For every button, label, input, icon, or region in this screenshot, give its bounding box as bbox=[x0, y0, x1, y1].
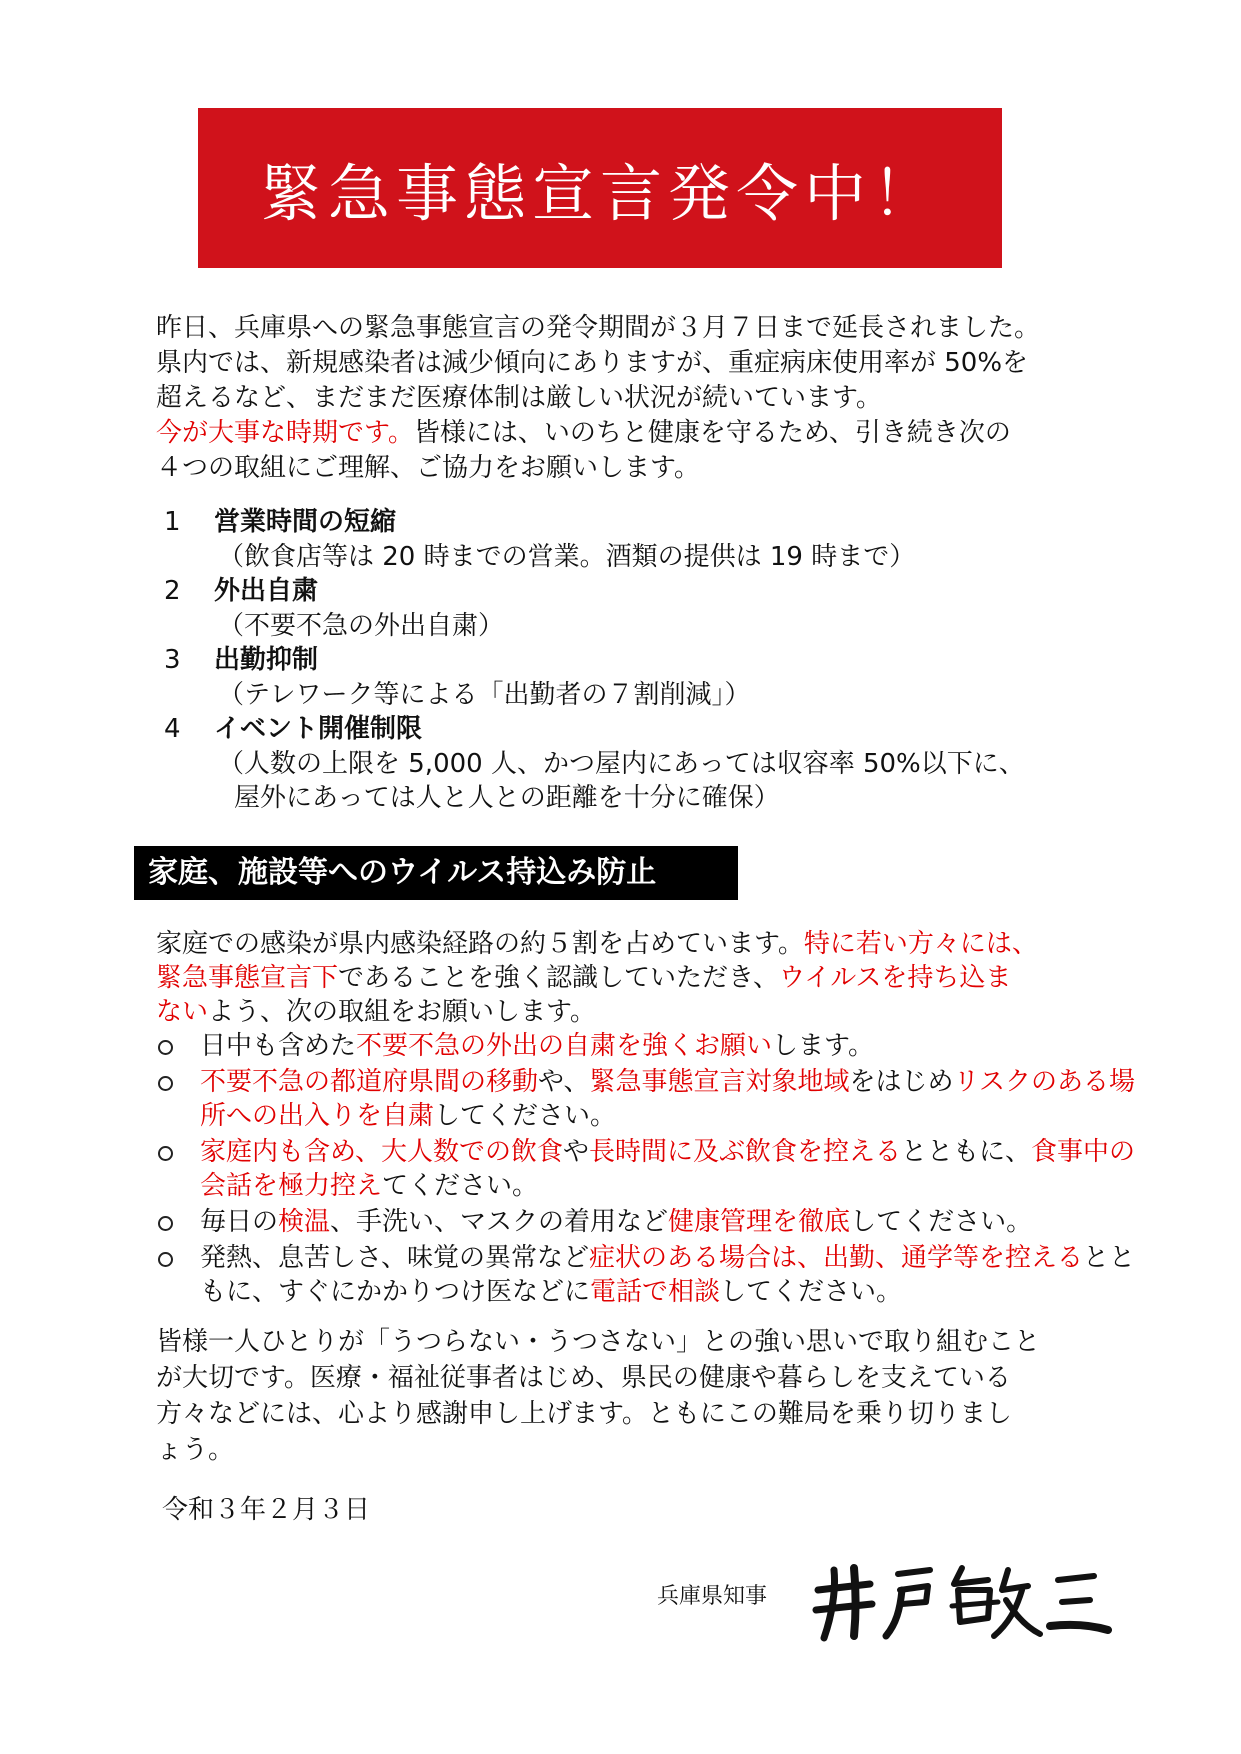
bullet-emphasis: 緊急事態宣言対象地域 bbox=[589, 1067, 850, 1097]
bullet-emphasis: 症状のある場合は、出勤、通学等を控える bbox=[588, 1243, 1083, 1273]
bullet-text: します。 bbox=[772, 1031, 874, 1061]
measure-detail: （テレワーク等による「出勤者の７割削減」） bbox=[218, 680, 751, 710]
bullet-text: てください。 bbox=[382, 1171, 539, 1201]
bullet-emphasis: 健康管理を徹底 bbox=[668, 1207, 851, 1237]
bullet-text: 日中も含めた bbox=[200, 1031, 357, 1061]
bullet-emphasis: 不要不急の都道府県間の移動 bbox=[200, 1067, 539, 1097]
section-text: であることを強く認識していただき、 bbox=[338, 963, 779, 993]
measure-number: 2 bbox=[164, 576, 181, 606]
intro-line: ４つの取組にご理解、ご協力をお願いします。 bbox=[156, 453, 700, 483]
measure-item bbox=[158, 712, 1118, 815]
intro-text: 皆様には、いのちと健康を守るため、引き続き次の bbox=[413, 418, 1011, 448]
measure-number: 3 bbox=[164, 645, 181, 675]
bullet-item bbox=[156, 1029, 1156, 1063]
banner-title: 緊急事態宣言発令中！ bbox=[259, 156, 940, 230]
bullet-text: 発熱、息苦しさ、味覚の異常など bbox=[200, 1243, 589, 1273]
emergency-banner bbox=[198, 108, 1002, 268]
section-emphasis: 特に若い方々には、 bbox=[803, 929, 1038, 959]
bullet-text: とともに、 bbox=[901, 1137, 1032, 1167]
section-text: よう、次の取組をお願いします。 bbox=[208, 997, 596, 1027]
closing-line: 皆様一人ひとりが「うつらない・うつさない」との強い思いで取り組むこと bbox=[156, 1327, 1041, 1357]
section-body bbox=[156, 927, 1156, 1311]
intro-emphasis: 今が大事な時期です。 bbox=[156, 418, 414, 448]
measure-title: 営業時間の短縮 bbox=[214, 507, 397, 537]
measure-item bbox=[158, 505, 1118, 574]
measure-detail: （飲食店等は 20 時までの営業。酒類の提供は 19 時まで） bbox=[218, 542, 916, 572]
bullet-text: してください。 bbox=[434, 1101, 617, 1131]
bullet-text: や bbox=[562, 1137, 589, 1167]
section-text: 家庭での感染が県内感染経路の約５割を占めています。 bbox=[156, 929, 804, 959]
circle-bullet-icon bbox=[158, 1252, 173, 1267]
intro-line: 超えるなど、まだまだ医療体制は厳しい状況が続いています。 bbox=[156, 383, 882, 413]
section-line bbox=[156, 961, 1156, 995]
closing-line: が大切です。医療・福祉従事者はじめ、県民の健康や暮らしを支えている bbox=[156, 1363, 1011, 1393]
measure-detail: （人数の上限を 5,000 人、かつ屋内にあっては収容率 50%以下に、 bbox=[218, 749, 1025, 779]
intro-line bbox=[156, 416, 1156, 451]
circle-bullet-icon bbox=[158, 1216, 173, 1231]
section-emphasis: ウイルスを持ち込ま bbox=[778, 963, 1012, 993]
closing-paragraph bbox=[156, 1324, 1156, 1468]
intro-paragraph bbox=[156, 311, 1156, 486]
section-emphasis: 緊急事態宣言下 bbox=[156, 963, 339, 993]
governor-title: 兵庫県知事 bbox=[657, 1584, 768, 1609]
closing-line: ょう。 bbox=[156, 1435, 235, 1465]
bullet-text: 毎日の bbox=[200, 1207, 279, 1237]
closing-line: 方々などには、心より感謝申し上げます。ともにこの難局を乗り切りまし bbox=[156, 1399, 1012, 1429]
circle-bullet-icon bbox=[158, 1146, 173, 1161]
bullet-text: してください。 bbox=[720, 1277, 903, 1307]
bullet-emphasis: 長時間に及ぶ飲食を控える bbox=[588, 1137, 901, 1167]
intro-line: 県内では、新規感染者は減少傾向にありますが、重症病床使用率が 50%を bbox=[156, 348, 1029, 378]
bullet-text: や、 bbox=[538, 1067, 590, 1097]
circle-bullet-icon bbox=[158, 1040, 173, 1055]
bullet-text: をはじめ bbox=[849, 1067, 954, 1097]
measure-title: 外出自粛 bbox=[214, 576, 319, 606]
bullet-text: 、手洗い、マスクの着用など bbox=[330, 1207, 669, 1237]
measures-list bbox=[158, 505, 1118, 815]
bullet-emphasis: 電話で相談 bbox=[590, 1277, 721, 1307]
bullet-emphasis: 家庭内も含め、大人数での飲食 bbox=[200, 1137, 563, 1167]
measure-number: 4 bbox=[164, 714, 181, 744]
measure-title: イベント開催制限 bbox=[214, 714, 423, 744]
intro-line: 昨日、兵庫県への緊急事態宣言の発令期間が３月７日まで延長されました。 bbox=[156, 313, 1041, 343]
issue-date: 令和３年２月３日 bbox=[162, 1495, 371, 1525]
bullet-item bbox=[156, 1241, 1156, 1309]
handwritten-signature bbox=[812, 1560, 1112, 1642]
bullet-text: してください。 bbox=[850, 1207, 1033, 1237]
bullet-item bbox=[156, 1135, 1156, 1203]
measure-detail: 屋外にあっては人と人との距離を十分に確保） bbox=[234, 783, 780, 813]
bullet-item bbox=[156, 1205, 1156, 1239]
bullet-text: とともに、すぐにかかりつけ医などに bbox=[200, 1243, 1135, 1307]
measure-item bbox=[158, 574, 1118, 643]
bullet-emphasis: 食事中の会話を極力控え bbox=[200, 1137, 1136, 1201]
bullet-emphasis: リスクのある場所への出入りを自粛 bbox=[200, 1067, 1136, 1131]
measure-item bbox=[158, 643, 1118, 712]
measure-number: 1 bbox=[164, 507, 181, 537]
bullet-emphasis: 検温 bbox=[278, 1207, 331, 1237]
section-heading bbox=[134, 846, 738, 900]
section-heading-text: 家庭、施設等へのウイルス持込み防止 bbox=[148, 855, 657, 890]
measure-title: 出勤抑制 bbox=[214, 645, 319, 675]
section-line bbox=[156, 927, 1156, 961]
bullet-item bbox=[156, 1065, 1156, 1133]
bullet-emphasis: 不要不急の外出の自粛を強くお願い bbox=[356, 1031, 773, 1061]
section-emphasis: ない bbox=[156, 997, 209, 1027]
circle-bullet-icon bbox=[158, 1076, 173, 1091]
section-line bbox=[156, 995, 1156, 1029]
measure-detail: （不要不急の外出自粛） bbox=[218, 611, 505, 641]
bullet-list bbox=[156, 1029, 1156, 1309]
